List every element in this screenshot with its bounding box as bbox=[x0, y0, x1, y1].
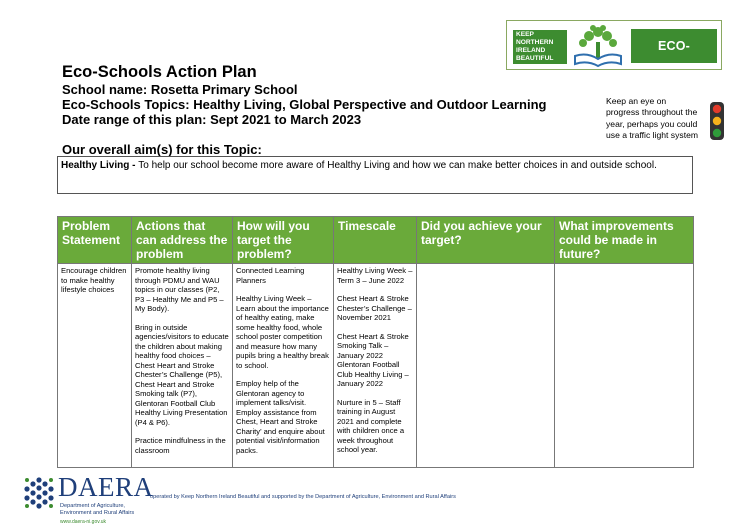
daera-logo bbox=[22, 472, 166, 526]
dept-line: Environment and Rural Affairs bbox=[60, 509, 135, 516]
cell-paragraph: Chest Heart & Stroke Smoking Talk – January 2022 Glentoran Football Club Healthy Living – January 2022 bbox=[337, 331, 409, 388]
column-header: Problem Statement bbox=[58, 217, 132, 264]
aim-box bbox=[57, 156, 693, 194]
logo-text-line: IRELAND bbox=[516, 47, 546, 54]
cell-paragraph: Encourage children to make healthy lifestyle choices bbox=[61, 266, 127, 294]
cell-paragraph: Bring in outside agencies/visitors to educate the children about making healthy food choices – Chest Heart and Stroke Chester’s Challenge (P5), Chest Heart and Stroke Smoking talk (P7), Glentoran Football Club Healthy Living Presentation (P4 & P6). bbox=[135, 322, 229, 427]
table-cell bbox=[132, 264, 233, 468]
table-cell bbox=[58, 264, 132, 468]
cell-paragraph: Connected Learning Planners bbox=[236, 266, 305, 285]
table-header-row bbox=[58, 217, 694, 264]
progress-note: Keep an eye on progress throughout the year, perhaps you could use a traffic light system bbox=[606, 96, 699, 140]
daera-wordmark: DAERA bbox=[58, 472, 154, 502]
keep-ni-beautiful-logo bbox=[513, 30, 567, 64]
logo-text-line: KEEP bbox=[516, 31, 534, 38]
eco-schools-label: ECO-SCHOOLS bbox=[631, 29, 717, 63]
traffic-light-icon bbox=[708, 102, 726, 140]
table-cell bbox=[334, 264, 417, 468]
column-header: Timescale bbox=[334, 217, 417, 264]
column-header: How will you target the problem? bbox=[233, 217, 334, 264]
logo-text-line: NORTHERN bbox=[516, 39, 554, 46]
cell-paragraph: Nurture in 5 – Staff training in August 2021 and complete with children once a week throughout school year. bbox=[337, 397, 405, 454]
daera-website: www.daera-ni.gov.uk bbox=[60, 519, 107, 525]
cell-paragraph: Chest Heart & Stroke Chester’s Challenge – November 2021 bbox=[337, 294, 412, 322]
cell-paragraph: Promote healthy living through PDMU and WAU topics in our classes (P2, P3 – Healthy Me and P5 – My Body). bbox=[135, 266, 224, 313]
aim-label: Healthy Living - bbox=[61, 160, 139, 171]
cell-paragraph: Practice mindfulness in the classroom bbox=[135, 436, 226, 455]
table-cell bbox=[233, 264, 334, 468]
operated-by-text: operated by Keep Northern Ireland Beautiful and supported by the Department of Agriculture, Environment and Rural Affairs bbox=[150, 494, 456, 500]
cell-paragraph: Employ help of the Glentoran agency to implement talks/visit. Employ assistance from Chest, Heart and Stroke Charity’ and enquire about potential visit/information packs. bbox=[236, 379, 325, 455]
header bbox=[62, 63, 546, 128]
column-header: Actions that can address the problem bbox=[132, 217, 233, 264]
daera-dots-icon bbox=[22, 476, 56, 510]
tree-book-icon bbox=[569, 24, 627, 68]
cell-paragraph: Healthy Living Week – Learn about the importance of healthy eating, make some healthy food, whole school poster competition and measure how many pupils bring a healthy break to school. bbox=[236, 294, 329, 370]
action-plan-table bbox=[57, 216, 694, 468]
dept-line: Department of Agriculture, bbox=[60, 503, 125, 509]
daera-department bbox=[60, 503, 134, 516]
page-title: Eco-Schools Action Plan bbox=[62, 63, 257, 81]
table-cell bbox=[555, 264, 694, 468]
topics: Eco-Schools Topics: Healthy Living, Global Perspective and Outdoor Learning bbox=[62, 97, 547, 113]
aim-heading: Our overall aim(s) for this Topic: bbox=[62, 142, 262, 157]
school-name: School name: Rosetta Primary School bbox=[62, 82, 298, 97]
date-range: Date range of this plan: Sept 2021 to March 2023 bbox=[62, 112, 362, 128]
cell-paragraph: Healthy Living Week – Term 3 – June 2022 bbox=[337, 266, 413, 285]
column-header: What improvements could be made in future? bbox=[555, 217, 694, 264]
aim-text: To help our school become more aware of Healthy Living and how we can make better choices in and outside school. bbox=[138, 160, 657, 171]
logo-text-line: BEAUTIFUL bbox=[516, 55, 554, 62]
table-cell bbox=[417, 264, 555, 468]
table-row bbox=[58, 264, 694, 468]
column-header: Did you achieve your target? bbox=[417, 217, 555, 264]
